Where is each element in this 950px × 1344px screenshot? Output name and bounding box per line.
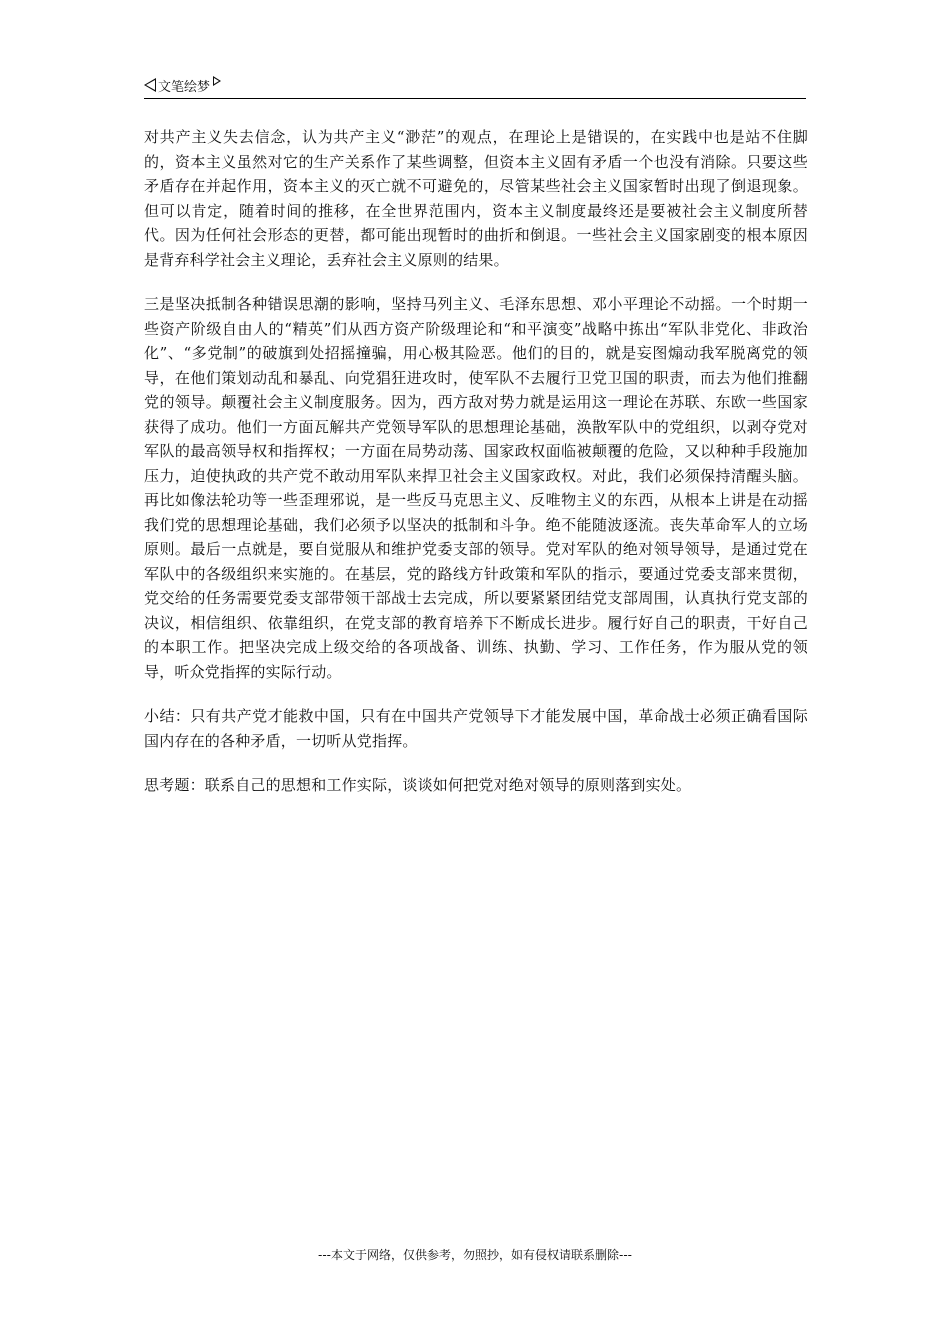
right-triangle-icon xyxy=(213,76,221,86)
paragraph-summary: 小结：只有共产党才能救中国，只有在中国共产党领导下才能发展中国，革命战士必须正确看国际国内存在的各种矛盾，一切听从党指挥。 xyxy=(144,707,808,750)
paragraph-question: 思考题：联系自己的思想和工作实际，谈谈如何把党对绝对领导的原则落到实处。 xyxy=(144,776,692,794)
paragraph-2: 三是坚决抵制各种错误思潮的影响，坚持马列主义、毛泽东思想、邓小平理论不动摇。一个时期一些资产阶级自由人的“精英”们从西方资产阶级理论和“和平演变”战略中拣出“军队非党化、非政治化”、“多党制”的破旗到处招摇撞骗，用心极其险恶。他们的目的，就是妄图煽动我军脱离党的领导，在他们策划动乱和暴乱、向党猖狂进攻时，使军队不去履行卫党卫国的职责，而去为他们推翻党的领导。颠覆社会主义制度服务。因为，西方敌对势力就是运用这一理论在苏联、东欧一些国家获得了成功。他们一方面瓦解共产党领导军队的思想理论基础，涣散军队中的党组织，以剥夺党对军队的最高领导权和指挥权；一方面在局势动荡、国家政权面临被颠覆的危险，又以种种手段施加压力，迫使执政的共产党不敢动用军队来捍卫社会主义国家政权。对此，我们必须保持清醒头脑。再比如像法轮功等一些歪理邪说，是一些反马克思主义、反唯物主义的东西，从根本上讲是在动摇我们党的思想理论基础，我们必须予以坚决的抵制和斗争。绝不能随波逐流。丧失革命军人的立场原则。最后一点就是，要自觉服从和维护党委支部的领导。党对军队的绝对领导领导，是通过党在军队中的各级组织来实施的。在基层，党的路线方针政策和军队的指示，要通过党委支部来贯彻，党交给的任务需要党委支部带领干部战士去完成，所以要紧紧团结党支部周围，认真执行党支部的决议，相信组织、依靠组织，在党支部的教育培养下不断成长进步。履行好自己的职责，干好自己的本职工作。把坚决完成上级交给的各项战备、训练、执勤、学习、工作任务，作为服从党的领导，听众党指挥的实际行动。 xyxy=(144,295,808,681)
paragraph-1: 对共产主义失去信念，认为共产主义“渺茫”的观点，在理论上是错误的，在实践中也是站不住脚的，资本主义虽然对它的生产关系作了某些调整，但资本主义固有矛盾一个也没有消除。只要这些矛盾存在并起作用，资本主义的灭亡就不可避免的，尽管某些社会主义国家暂时出现了倒退现象。但可以肯定，随着时间的推移，在全世界范围内，资本主义制度最终还是要被社会主义制度所替代。因为任何社会形态的更替，都可能出现暂时的曲折和倒退。一些社会主义国家剧变的根本原因是背弃科学社会主义理论，丢弃社会主义原则的结果。 xyxy=(144,128,808,269)
brand-text: 文笔绘梦 xyxy=(158,79,211,95)
page-footer: ---本文于网络，仅供参考，勿照抄，如有侵权请联系删除--- xyxy=(318,1248,632,1262)
left-triangle-icon xyxy=(144,78,156,92)
brand-logo xyxy=(144,74,221,96)
page-header xyxy=(144,74,806,99)
document-body xyxy=(144,125,808,818)
